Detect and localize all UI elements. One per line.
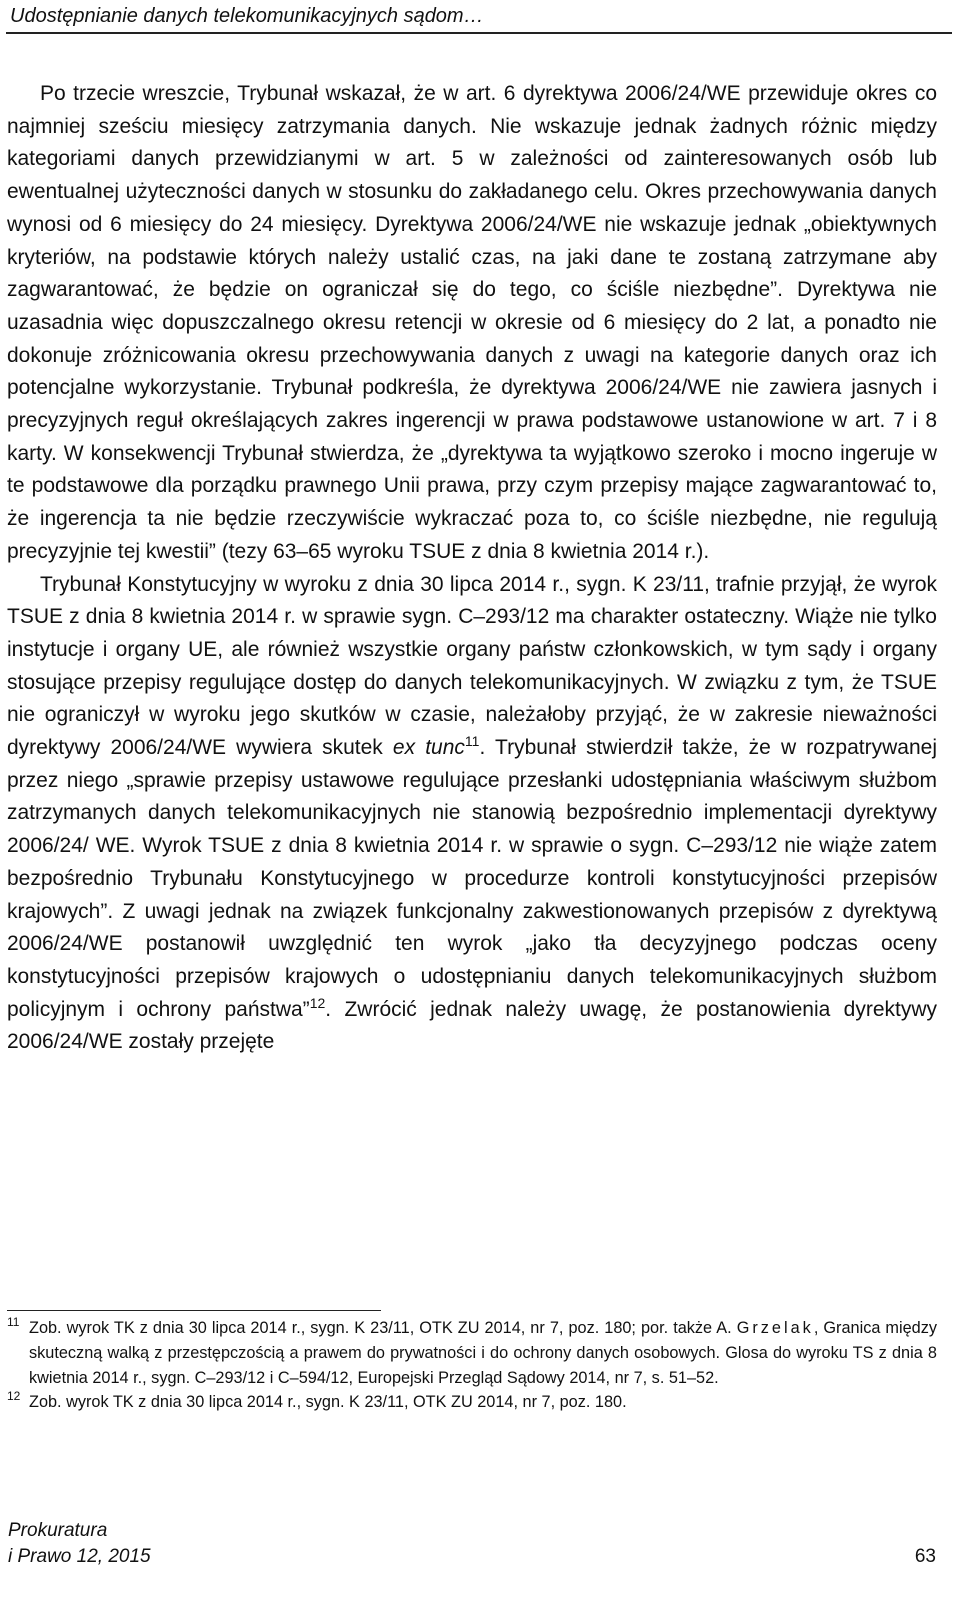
footnote-ref-12[interactable]: 12 xyxy=(309,994,326,1011)
paragraph-2-text-b: . Trybunał stwierdził także, że w rozpatrywanej przez niego „sprawie przepisy ustawowe regulujące przesłanki udostępniania właściwym służbom zatrzymanych danych telekomunikacyjnych nie stanowią bezpośrednio implementacji dyrektywy 2006/24/ WE. Wyrok TSUE z dnia 8 kwietnia 2014 r. w sprawie o sygn. C–293/12 nie wiąże zatem bezpośrednio Trybunału Konstytucyjnego w procedurze kontroli konstytucyjności przepisów krajowych”. Z uwagi jednak na związek funkcjonalny zakwestionowanych przepisów z dyrektywą 2006/24/WE postanowił uwzględnić ten wyrok „jako tła decyzyjnego podczas oceny konstytucyjności przepisów krajowych o udostępnianiu danych telekomunikacyjnych służbom policyjnym i ochrony państwa” xyxy=(7,736,937,1021)
header-rule xyxy=(6,32,952,34)
footnotes xyxy=(7,1316,937,1415)
paragraph-2-text-c: . Zwrócić jednak należy uwagę, że postanowienia dyrektywy 2006/24/WE zostały przejęte xyxy=(7,997,938,1054)
footnote-separator xyxy=(7,1310,381,1311)
footnote-number: 11 xyxy=(7,1315,20,1329)
running-header-title: Udostępnianie danych telekomunikacyjnych sądom… xyxy=(10,5,484,27)
footnote-text: Zob. wyrok TK z dnia 30 lipca 2014 r., sygn. K 23/11, OTK ZU 2014, nr 7, poz. 180. xyxy=(29,1393,627,1412)
running-header xyxy=(6,0,952,34)
journal-issue: i Prawo 12, 2015 xyxy=(8,1546,151,1567)
paragraph-2 xyxy=(7,569,937,1060)
paragraph-2-text-a: Trybunał Konstytucyjny w wyroku z dnia 30 lipca 2014 r., sygn. K 23/11, trafnie przyjął, że wyrok TSUE z dnia 8 kwietnia 2014 r. w sprawie sygn. C–293/12 ma charakter ostateczny. Wiąże nie tylko instytucje i organy UE, ale również wszystkie organy państw członkowskich, w tym sądy i organy stosujące przepisy regulujące dostęp do danych telekomunikacyjnych. W związku z tym, że TSUE nie ograniczył w wyroku jego skutków w czasie, należałoby przyjąć, że w zakresie nieważności dyrektywy 2006/24/WE wywiera skutek xyxy=(7,572,937,760)
journal-name: Prokuratura xyxy=(8,1520,108,1541)
footnote-number: 12 xyxy=(7,1389,21,1404)
paragraph-1: Po trzecie wreszcie, Trybunał wskazał, że w art. 6 dyrektywa 2006/24/WE przewiduje okres co najmniej sześciu miesięcy zatrzymania danych. Nie wskazuje jednak żadnych różnic między kategoriami danych przewidzianymi w art. 5 w zależności od zainteresowanych osób lub ewentualnej użyteczności danych w stosunku do zakładanego celu. Okres przechowywania danych wynosi od 6 miesięcy do 24 miesięcy. Dyrektywa 2006/24/WE nie wskazuje jednak „obiektywnych kryteriów, na podstawie których należy ustalić czas, na jaki dane te zostaną zatrzymane aby zagwarantować, że będzie on ograniczał się do tego, co ściśle niezbędne”. Dyrektywa nie uzasadnia więc dopuszczalnego okresu retencji w okresie od 6 miesięcy do 2 lat, a ponadto nie dokonuje zróżnicowania okresu przechowywania danych z uwagi na kategorie danych oraz ich potencjalne wykorzystanie. Trybunał podkreśla, że dyrektywa 2006/24/WE nie zawiera jasnych i precyzyjnych reguł określających zakres ingerencji w prawa podstawowe ustanowione w art. 7 i 8 karty. W konsekwencji Trybunał stwierdza, że „dyrektywa ta wyjątkowo szeroko i mocno ingeruje w te podstawowe dla porządku prawnego Unii prawa, przy czym przepisy mające zagwarantować to, że ingerencja ta nie będzie rzeczywiście wykraczać poza to, co ściśle niezbędne, nie regulują precyzyjnie tej kwestii” (tezy 63–65 wyroku TSUE z dnia 8 kwietnia 2014 r.). xyxy=(7,82,937,563)
footnote-text: Zob. wyrok TK z dnia 30 lipca 2014 r., sygn. K 23/11, OTK ZU 2014, nr 7, poz. 180; por. także A. xyxy=(29,1319,737,1337)
main-text xyxy=(7,78,937,1059)
footnote-11 xyxy=(7,1316,937,1390)
latin-term: ex tunc xyxy=(392,736,465,760)
footnote-text: , Granica między skuteczną walką z przestępczością a prawem do prywatności i do ochrony danych osobowych. Glosa do wyroku TS z dnia 8 kwietnia 2014 r., sygn. C–293/12 i C–594/12, Europejski Przegląd Sądowy 2014, nr 7, s. 51–52. xyxy=(29,1319,938,1387)
journal-footer xyxy=(8,1518,151,1570)
footnote-ref-11[interactable]: 11 xyxy=(464,733,480,750)
author-name: Grzelak xyxy=(736,1319,814,1337)
page-number: 63 xyxy=(914,1546,936,1567)
footnote-12 xyxy=(7,1390,937,1415)
